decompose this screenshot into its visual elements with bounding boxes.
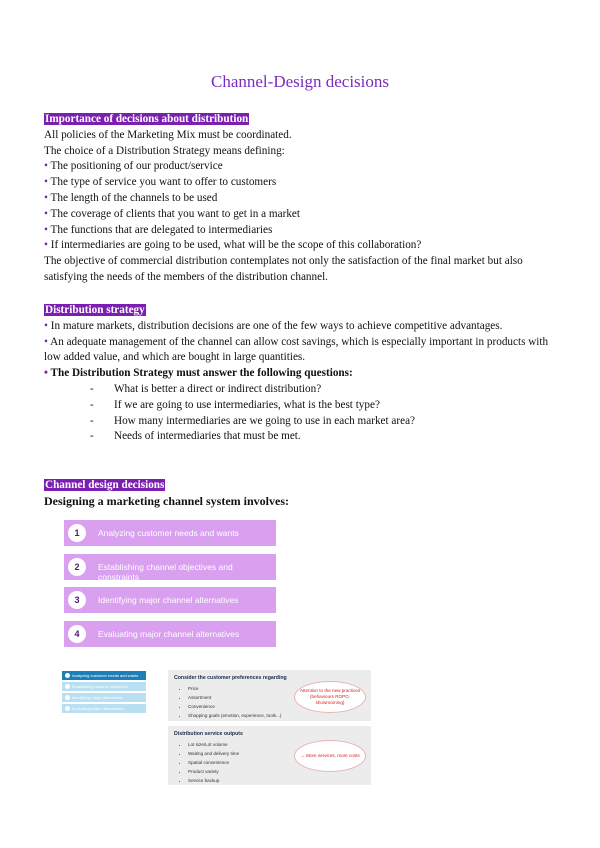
paragraph: • In mature markets, distribution decisions are one of the few ways to achieve competitive advantages. bbox=[44, 319, 503, 332]
figure-bar: Analyzing customer needs and wants bbox=[62, 671, 146, 680]
figure-panel-preferences bbox=[168, 670, 371, 721]
steps-diagram bbox=[64, 520, 276, 654]
text-line: All policies of the Marketing Mix must be coordinated. bbox=[44, 128, 292, 141]
figure-bar: Identifying major alternatives bbox=[62, 693, 146, 702]
section-heading: Channel design decisions bbox=[45, 479, 165, 491]
section-heading: Importance of decisions about distribution bbox=[45, 113, 249, 125]
step-number: 3 bbox=[68, 591, 86, 609]
step-item bbox=[64, 554, 276, 580]
figure-bar: Establishing channel objectives bbox=[62, 682, 146, 691]
step-label: Identifying major channel alternatives bbox=[98, 595, 239, 605]
step-item bbox=[64, 520, 276, 546]
subheading: Designing a marketing channel system involves: bbox=[44, 493, 290, 508]
bullet-item: • If intermediaries are going to be used, what will be the scope of this collaboration? bbox=[44, 239, 422, 252]
panel-item: • Service backup bbox=[188, 776, 371, 785]
panel-item: • Price bbox=[188, 684, 371, 693]
paragraph: The objective of commercial distribution contemplates not only the satisfaction of the final market but also satisfying the needs of the members of the distribution channel. bbox=[44, 255, 523, 283]
panel-item: • Convenience bbox=[188, 702, 371, 711]
step-number: 2 bbox=[68, 558, 86, 576]
panel-item: • Waiting and delivery time bbox=[188, 749, 371, 758]
figure-step-bars bbox=[62, 671, 146, 715]
figure-panel-service-outputs bbox=[168, 726, 371, 785]
section-importance bbox=[44, 112, 564, 286]
step-item bbox=[64, 621, 276, 647]
step-label: Evaluating major channel alternatives bbox=[98, 628, 240, 639]
step-item bbox=[64, 587, 276, 613]
panel-item: • Spatial convenience bbox=[188, 758, 371, 767]
page-title: Channel-Design decisions bbox=[211, 72, 389, 91]
bullet-item: • The length of the channels to be used bbox=[44, 191, 218, 204]
section-distribution-strategy bbox=[44, 303, 564, 445]
callout-oval: Attention to the new practices (behaviours ROPO, showrooming) bbox=[294, 681, 366, 713]
bullet-item: • The positioning of our product/service bbox=[44, 160, 223, 173]
paragraph: • The Distribution Strategy must answer the following questions: bbox=[44, 367, 353, 380]
dash-item: - What is better a direct or indirect distribution? bbox=[90, 382, 322, 395]
panel-item: • Lot size/Lot volume bbox=[188, 740, 371, 749]
step-label: Analyzing customer needs and wants bbox=[98, 528, 239, 538]
panel-heading: Consider the customer preferences regarding bbox=[174, 675, 287, 681]
callout-oval: → More services, more costs bbox=[294, 740, 366, 772]
step-number: 1 bbox=[68, 524, 86, 542]
dash-item: - Needs of intermediaries that must be met. bbox=[90, 430, 301, 443]
panel-heading: Distribution service outputs bbox=[174, 731, 243, 737]
panel-item: • Assortment bbox=[188, 693, 371, 702]
paragraph: • An adequate management of the channel can allow cost savings, which is especially important in products with low added value, and which are bought in large quantities. bbox=[44, 335, 549, 364]
section-channel-design bbox=[44, 478, 564, 510]
text-line: The choice of a Distribution Strategy means defining: bbox=[44, 144, 285, 157]
section-heading: Distribution strategy bbox=[45, 304, 145, 316]
bullet-item: • The coverage of clients that you want to get in a market bbox=[44, 207, 300, 220]
step-label: Establishing channel objectives and constraints bbox=[98, 561, 233, 582]
figure-bar: Evaluating major alternatives bbox=[62, 704, 146, 713]
dash-item: - How many intermediaries are we going to use in each market area? bbox=[90, 414, 416, 427]
panel-item: • Product variety bbox=[188, 767, 371, 776]
bullet-item: • The type of service you want to offer to customers bbox=[44, 176, 277, 189]
bullet-item: • The functions that are delegated to intermediaries bbox=[44, 223, 273, 236]
step-number: 4 bbox=[68, 625, 86, 643]
panel-item: • Shopping goals (emotion, experience, tools...) bbox=[188, 711, 371, 720]
dash-item: - If we are going to use intermediaries, what is the best type? bbox=[90, 398, 380, 411]
